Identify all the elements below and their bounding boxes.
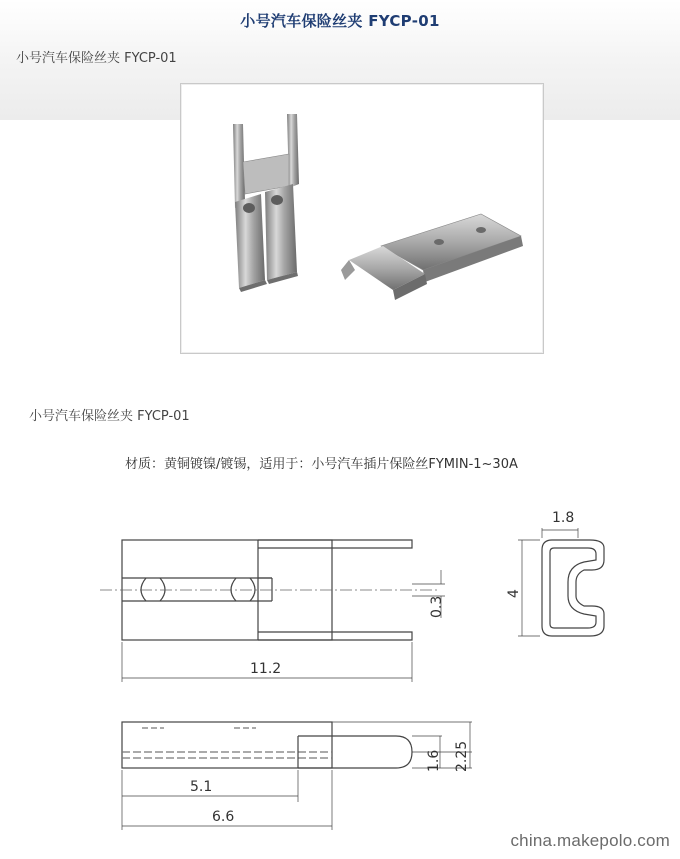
product-photo bbox=[180, 83, 544, 354]
fuse-clip-photo-illustration bbox=[181, 84, 543, 353]
end-view bbox=[518, 528, 604, 636]
dim-length-label: 11.2 bbox=[250, 661, 282, 677]
page-title: 小号汽车保险丝夹 FYCP-01 bbox=[240, 12, 440, 30]
lying-clip bbox=[341, 214, 523, 300]
dim-height-label: 4 bbox=[506, 589, 522, 598]
side-view bbox=[122, 722, 472, 830]
material-description: 材质：黄铜镀镍/镀锡，适用于：小号汽车插片保险丝FYMIN-1~30A bbox=[125, 457, 518, 472]
dim-thick-label: 1.6 bbox=[426, 749, 442, 772]
technical-drawing bbox=[0, 490, 680, 850]
upright-clip bbox=[233, 114, 299, 292]
dim-slot-label: 0.3 bbox=[429, 595, 445, 618]
product-name-mid: 小号汽车保险丝夹 FYCP-01 bbox=[29, 409, 190, 424]
dim-total-label: 6.6 bbox=[212, 809, 235, 825]
dim-split-label: 5.1 bbox=[190, 779, 213, 795]
dim-width-label: 1.8 bbox=[552, 510, 575, 526]
product-name-top: 小号汽车保险丝夹 FYCP-01 bbox=[16, 51, 177, 66]
watermark: china.makepolo.com bbox=[510, 831, 670, 850]
dim-side-label: 2.25 bbox=[454, 740, 470, 772]
